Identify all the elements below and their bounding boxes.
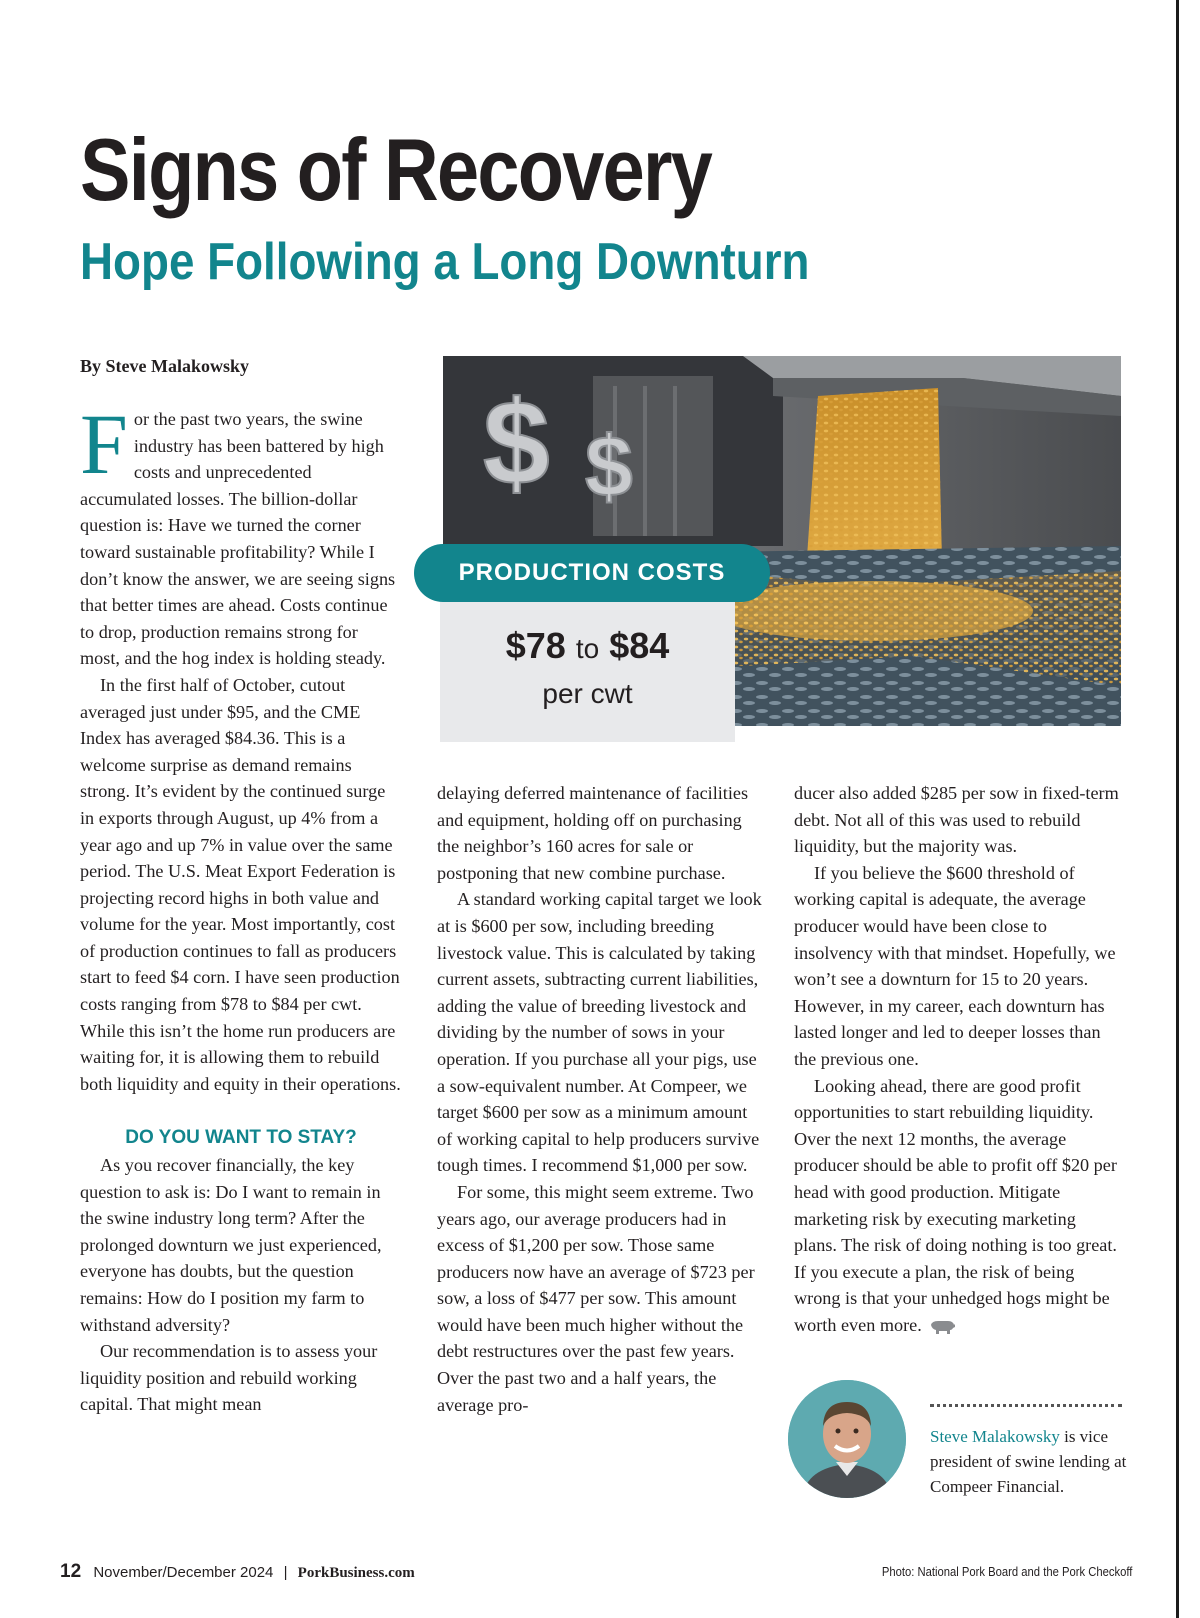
author-name: Steve Malakowsky: [930, 1427, 1060, 1446]
bio-divider: [930, 1404, 1122, 1407]
body-column-1: [80, 396, 402, 1418]
byline: By Steve Malakowsky: [80, 356, 250, 376]
body-column-2: [437, 780, 765, 1418]
paragraph-text: or the past two years, the swine industry has been battered by high costs and unprecedented accumulated losses. The billion-dollar question is: Have we turned the corner toward sustainable profitability? While I don’t know the answer, we are seeing signs that better times are ahead. Costs continue to drop, production remains strong for most, and the hog index is holding steady.: [80, 409, 396, 669]
paragraph: [80, 396, 402, 672]
drop-cap: F: [80, 396, 128, 492]
paragraph-text: Looking ahead, there are good profit opportunities to start rebuilding liquidity. Over the next 12 months, the average producer should be able to profit off $20 per head with good production. Mitigate marketing risk by executing marketing plans. The risk of doing nothing is too great. If you execute a plan, the risk of being wrong is that your unhedged hogs might be worth even more.: [794, 1075, 1117, 1335]
footer-separator: |: [283, 1564, 288, 1581]
section-heading: DO YOU WANT TO STAY?: [125, 1127, 357, 1149]
paragraph: delaying deferred maintenance of facilities and equipment, holding off on purchasing the neighbor’s 160 acres for sale or postponing that new combine purchase.: [437, 783, 749, 883]
paragraph: A standard working capital target we look at is $600 per sow, including breeding livestock value. This is calculated by taking current assets, subtracting current liabilities, adding the value of breeding livestock and dividing by the number of sows in your operation. If you purchase all your pigs, use a sow-equivalent number. At Compeer, we target $600 per sow as a minimum amount of working capital to help producers survive tough times. I recommend $1,000 per sow.: [437, 889, 762, 1176]
author-portrait: [788, 1380, 906, 1498]
cost-low: $78: [505, 625, 566, 666]
pig-icon: [928, 1319, 956, 1335]
article-title: Signs of Recovery: [80, 120, 712, 219]
cost-range: [440, 625, 735, 667]
paragraph: For some, this might seem extreme. Two years ago, our average producers had in excess of $1,200 per sow. Those same producers now have an average of $723 per sow, a loss of $477 per sow. This amount would have been much higher without the debt restructures over the past few years. Over the past two and a half years, the average pro-: [437, 1181, 755, 1415]
page-number: 12: [60, 1561, 82, 1582]
paragraph: In the first half of October, cutout averaged just under $95, and the CME Index has averaged $84.36. This is a welcome surprise as demand remains strong. It’s evident by the continued surge in exports through August, up 4% from a year ago and up 7% in value over the same period. The U.S. Meat Export Federation is projecting record highs in both value and volume for the year. Most importantly, cost of production continues to fall as producers start to feed $4 corn. I have seen production costs ranging from $78 to $84 per cwt. While this isn’t the home run producers are waiting for, it is allowing them to rebuild both liquidity and equity in their operations.: [80, 674, 401, 1094]
cost-high: $84: [609, 625, 670, 666]
site-name: PorkBusiness.com: [297, 1565, 415, 1581]
production-costs-label: PRODUCTION COSTS: [414, 544, 770, 602]
paragraph: ducer also added $285 per sow in fixed-term debt. Not all of this was used to rebuild liquidity, but the majority was.: [794, 783, 1119, 857]
paragraph: If you believe the $600 threshold of working capital is adequate, the average producer would have been close to insolvency with that mindset. Hopefully, we won’t see a downturn for 15 to 20 years. However, in my career, each downturn has lasted longer and led to deeper losses than the previous one.: [794, 862, 1116, 1069]
article-subtitle: Hope Following a Long Downturn: [80, 233, 810, 291]
author-bio: [930, 1424, 1130, 1499]
issue-date: November/December 2024: [93, 1564, 274, 1581]
cost-unit: per cwt: [542, 678, 633, 709]
body-column-3: [794, 780, 1122, 1338]
author-bio-text: is vice president of swine lending at Compeer Financial.: [930, 1427, 1127, 1496]
photo-credit: Photo: National Pork Board and the Pork Checkoff: [881, 1565, 1132, 1579]
cost-to: to: [575, 633, 600, 664]
dollar-sign-large: $: [483, 376, 550, 510]
page-footer: [60, 1561, 415, 1583]
cost-box: [440, 602, 735, 742]
dollar-sign-small: $: [585, 419, 633, 515]
paragraph: Our recommendation is to assess your liquidity position and rebuild working capital. That might mean: [80, 1341, 378, 1415]
page-edge-rule: [1176, 0, 1179, 1618]
paragraph: [794, 1073, 1122, 1339]
paragraph: As you recover financially, the key question to ask is: Do I want to remain in the swine industry long term? After the prolonged downturn we just experienced, everyone has doubts, but the question remains: How do I position my farm to withstand adversity?: [80, 1155, 382, 1335]
